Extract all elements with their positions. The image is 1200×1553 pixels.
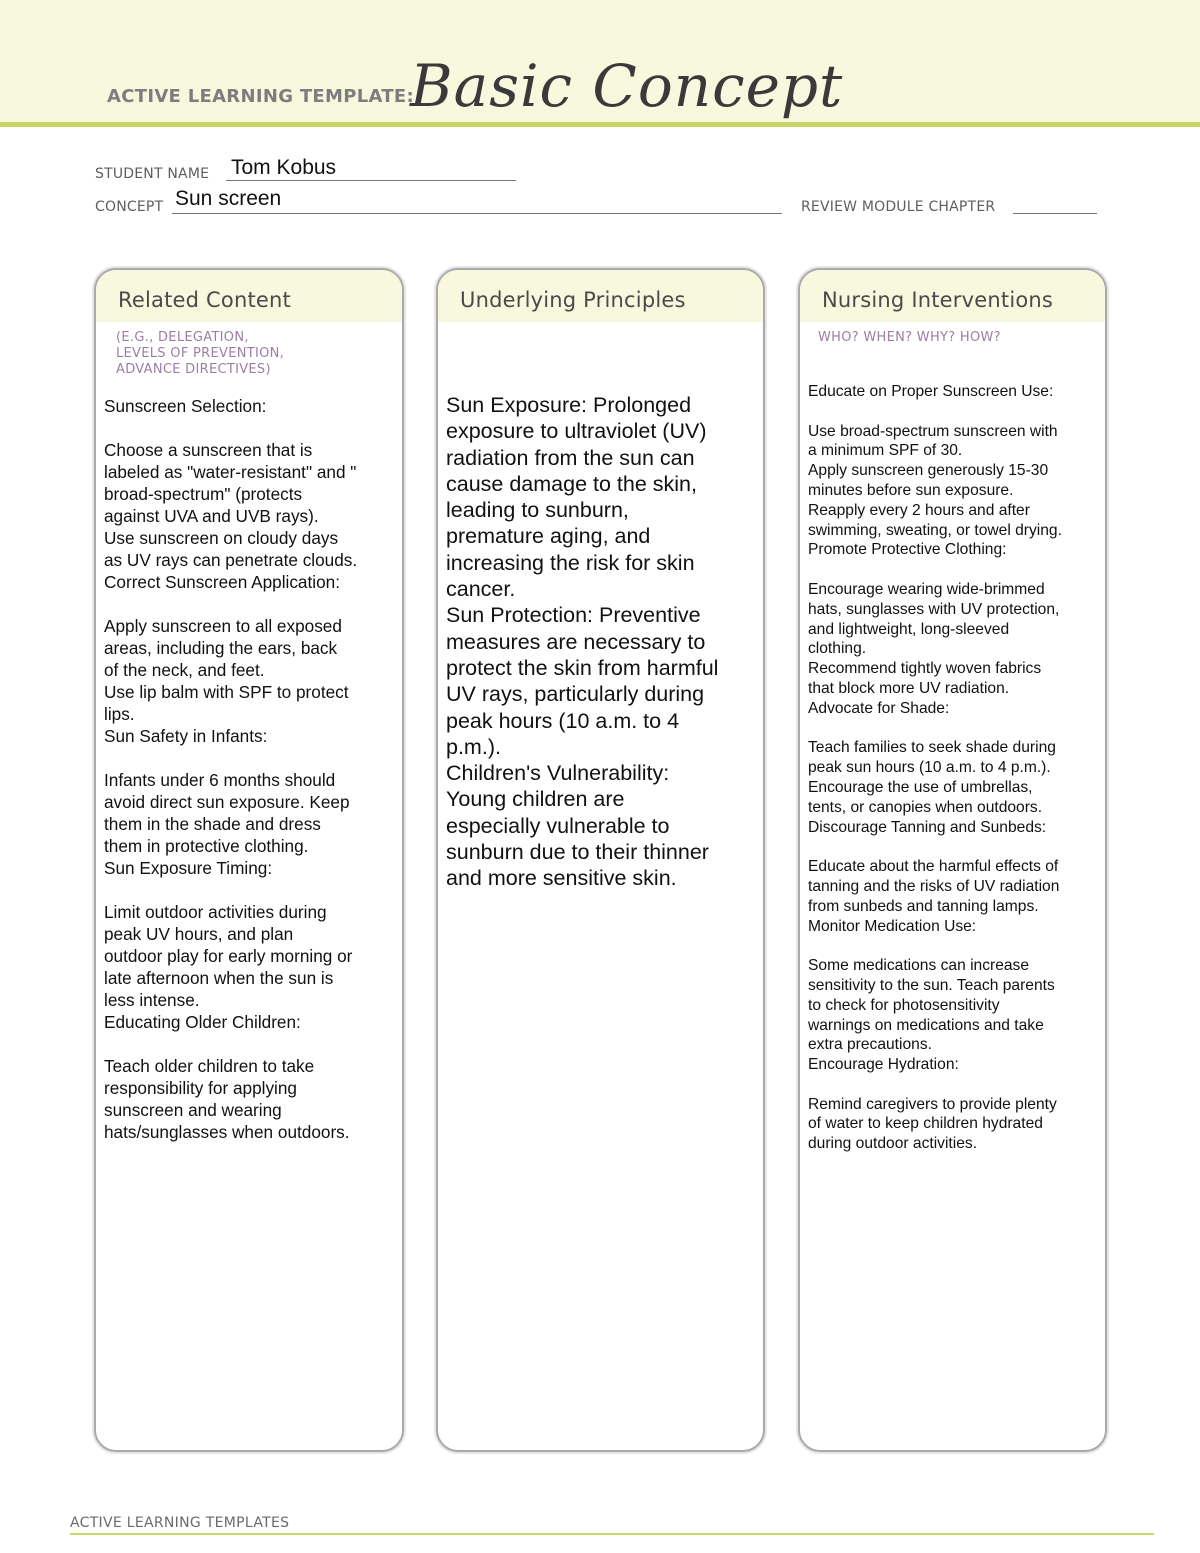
text-line: protect the skin from harmful: [446, 655, 719, 680]
nursing-interventions-subtitle: WHO? WHEN? WHY? HOW?: [818, 330, 1001, 345]
text-line: sunscreen and wearing: [104, 1100, 282, 1120]
text-line: during outdoor activities.: [808, 1135, 978, 1153]
student-name-underline: [226, 180, 516, 181]
text-line: of the neck, and feet.: [104, 660, 265, 680]
text-line: UV rays, particularly during: [446, 682, 705, 707]
text-line: Use lip balm with SPF to protect: [104, 682, 349, 702]
text-line: peak UV hours, and plan: [104, 924, 294, 944]
text-line: Young children are: [446, 787, 625, 812]
text-line: [808, 402, 1105, 422]
text-line: exposure to ultraviolet (UV): [446, 419, 707, 444]
text-line: them in the shade and dress: [104, 814, 321, 834]
text-line: [808, 1075, 1105, 1095]
text-line: Limit outdoor activities during: [104, 902, 327, 922]
text-line: as UV rays can penetrate clouds.: [104, 550, 358, 570]
text-line: a minimum SPF of 30.: [808, 442, 963, 460]
text-line: Educating Older Children:: [104, 1012, 301, 1032]
review-module-underline: [1013, 213, 1097, 214]
underlying-principles-title: Underlying Principles: [460, 288, 686, 312]
text-line: Promote Protective Clothing:: [808, 541, 1007, 559]
related-content-body[interactable]: [96, 378, 402, 1143]
concept-underline: [172, 213, 782, 214]
text-line: Advocate for Shade:: [808, 699, 950, 717]
text-line: areas, including the ears, back: [104, 638, 338, 658]
text-line: Sun Exposure Timing:: [104, 858, 273, 878]
text-line: avoid direct sun exposure. Keep: [104, 792, 350, 812]
text-line: them in protective clothing.: [104, 836, 309, 856]
nursing-interventions-title: Nursing Interventions: [822, 288, 1054, 312]
text-line: [104, 1033, 402, 1055]
text-line: Some medications can increase: [808, 957, 1030, 975]
text-line: hats, sunglasses with UV protection,: [808, 600, 1060, 618]
text-line: Teach families to seek shade during: [808, 739, 1056, 757]
text-line: cancer.: [446, 577, 516, 602]
text-line: swimming, sweating, or towel drying.: [808, 521, 1062, 539]
text-line: Sun Protection: Preventive: [446, 603, 701, 628]
text-line: [808, 936, 1105, 956]
concept-label: CONCEPT: [95, 199, 164, 215]
text-line: outdoor play for early morning or: [104, 946, 353, 966]
underlying-principles-panel: [436, 268, 765, 1452]
text-line: late afternoon when the sun is: [104, 968, 334, 988]
footer-divider: [70, 1533, 1154, 1535]
underlying-principles-header: [438, 270, 763, 322]
text-line: against UVA and UVB rays).: [104, 506, 319, 526]
text-line: Monitor Medication Use:: [808, 917, 977, 935]
concept-field[interactable]: Sun screen: [175, 187, 282, 210]
text-line: broad-spectrum" (protects: [104, 484, 303, 504]
text-line: Remind caregivers to provide plenty: [808, 1095, 1057, 1113]
text-line: and more sensitive skin.: [446, 866, 677, 891]
text-line: Encourage Hydration:: [808, 1056, 959, 1074]
text-line: [104, 593, 402, 615]
text-line: Teach older children to take: [104, 1056, 315, 1076]
text-line: Reapply every 2 hours and after: [808, 501, 1030, 519]
text-line: Correct Sunscreen Application:: [104, 572, 340, 592]
text-line: Encourage the use of umbrellas,: [808, 778, 1033, 796]
nursing-interventions-header: [800, 270, 1105, 322]
student-name-field[interactable]: Tom Kobus: [231, 156, 337, 179]
text-line: Apply sunscreen generously 15-30: [808, 462, 1049, 480]
text-line: [808, 719, 1105, 739]
text-line: Sunscreen Selection:: [104, 396, 267, 416]
text-line: clothing.: [808, 640, 867, 658]
footer-label: ACTIVE LEARNING TEMPLATES: [70, 1515, 290, 1531]
text-line: [104, 879, 402, 901]
text-line: Recommend tightly woven fabrics: [808, 660, 1042, 678]
text-line: peak hours (10 a.m. to 4: [446, 708, 680, 733]
text-line: p.m.).: [446, 734, 501, 759]
student-name-label: STUDENT NAME: [95, 166, 210, 182]
text-line: tanning and the risks of UV radiation: [808, 877, 1060, 895]
text-line: Infants under 6 months should: [104, 770, 336, 790]
related-content-title: Related Content: [118, 288, 291, 312]
text-line: that block more UV radiation.: [808, 679, 1010, 697]
text-line: premature aging, and: [446, 524, 651, 549]
underlying-principles-body[interactable]: [438, 322, 763, 892]
text-line: Sun Safety in Infants:: [104, 726, 268, 746]
template-label: ACTIVE LEARNING TEMPLATE:: [107, 86, 414, 107]
text-line: less intense.: [104, 990, 200, 1010]
text-line: Sun Exposure: Prolonged: [446, 393, 692, 417]
text-line: sunburn due to their thinner: [446, 840, 709, 865]
text-line: tents, or canopies when outdoors.: [808, 798, 1043, 816]
text-line: warnings on medications and take: [808, 1016, 1044, 1034]
text-line: lips.: [104, 704, 135, 724]
text-line: [808, 837, 1105, 857]
text-line: [104, 417, 402, 439]
text-line: leading to sunburn,: [446, 498, 629, 523]
page-title: Basic Concept: [410, 52, 844, 120]
text-line: Educate on Proper Sunscreen Use:: [808, 383, 1054, 400]
related-content-header: [96, 270, 402, 322]
text-line: Apply sunscreen to all exposed: [104, 616, 342, 636]
text-line: [104, 747, 402, 769]
text-line: Encourage wearing wide-brimmed: [808, 580, 1045, 598]
text-line: especially vulnerable to: [446, 813, 670, 838]
nursing-interventions-panel: [798, 268, 1107, 1452]
related-content-panel: [94, 268, 404, 1452]
text-line: to check for photosensitivity: [808, 996, 1000, 1014]
text-line: Use broad-spectrum sunscreen with: [808, 422, 1058, 440]
text-line: responsibility for applying: [104, 1078, 297, 1098]
text-line: Discourage Tanning and Sunbeds:: [808, 818, 1047, 836]
text-line: minutes before sun exposure.: [808, 481, 1014, 499]
text-line: increasing the risk for skin: [446, 550, 695, 575]
text-line: hats/sunglasses when outdoors.: [104, 1122, 350, 1142]
text-line: measures are necessary to: [446, 629, 706, 654]
text-line: radiation from the sun can: [446, 445, 695, 470]
nursing-interventions-body[interactable]: [800, 346, 1105, 1154]
text-line: Children's Vulnerability:: [446, 761, 670, 786]
text-line: from sunbeds and tanning lamps.: [808, 897, 1039, 915]
text-line: labeled as "water-resistant" and ": [104, 462, 357, 482]
related-content-subtitle: (E.G., DELEGATION, LEVELS OF PREVENTION, ADVANCE DIRECTIVES): [116, 330, 285, 377]
text-line: Choose a sunscreen that is: [104, 440, 313, 460]
text-line: [808, 560, 1105, 580]
text-line: sensitivity to the sun. Teach parents: [808, 976, 1055, 994]
text-line: of water to keep children hydrated: [808, 1115, 1043, 1133]
text-line: Educate about the harmful effects of: [808, 858, 1059, 876]
review-module-label: REVIEW MODULE CHAPTER: [801, 199, 996, 215]
text-line: peak sun hours (10 a.m. to 4 p.m.).: [808, 759, 1051, 777]
header-divider: [0, 122, 1200, 127]
text-line: Use sunscreen on cloudy days: [104, 528, 339, 548]
text-line: cause damage to the skin,: [446, 471, 697, 496]
text-line: and lightweight, long-sleeved: [808, 620, 1010, 638]
text-line: extra precautions.: [808, 1036, 932, 1054]
